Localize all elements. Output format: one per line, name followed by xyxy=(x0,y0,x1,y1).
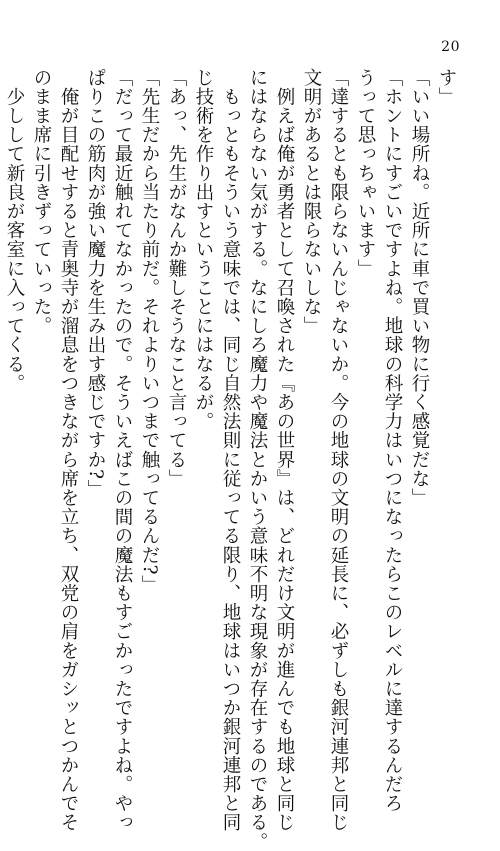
text-line: 例えば俺が勇者として召喚された『あの世界』は、どれだけ文明が進んでも地球と同じ xyxy=(274,68,295,832)
text-line: 「達するとも限らないんじゃないか。今の地球の文明の延長に、必ずしも銀河連邦と同じ xyxy=(328,68,349,832)
text-line: 俺が目配せすると青奥寺が溜息をつきながら席を立ち、双党の肩をガシッとつかんでそ xyxy=(58,68,79,832)
text-line: 文明があるとは限らないしな」 xyxy=(301,68,322,336)
text-line: もっともそういう意味では、同じ自然法則に従ってる限り、地球はいつか銀河連邦と同 xyxy=(220,68,241,832)
text-line: 「先生だから当たり前だ。それよりいつまで触ってるんだ?」 xyxy=(139,68,160,595)
text-line: 少しして新良が客室に入ってくる。 xyxy=(4,68,25,393)
text-line: ぱりこの筋肉が強い魔力を生み出す感じですか?」 xyxy=(85,68,106,499)
body-text xyxy=(1,68,460,851)
text-line: うって思っちゃいます」 xyxy=(355,68,376,279)
text-line: 「ホントにすごいですよね。地球の科学力はいつになったらこのレベルに達するんだろ xyxy=(382,68,403,813)
page-number: 20 xyxy=(441,39,460,55)
text-line: 「あっ、先生がなんか難しそうなこと言ってる」 xyxy=(166,68,187,489)
text-line: す」 xyxy=(436,68,457,107)
text-line: じ技術を作り出すということにはなるが。 xyxy=(193,68,214,431)
text-line: 「だって最近触れてなかったので。そういえばこの間の魔法もすごかったですよね。やっ xyxy=(112,68,133,832)
text-line: 「いい場所ね。近所に車で買い物に行く感覚だな」 xyxy=(409,68,430,508)
text-line: のまま席に引きずっていった。 xyxy=(31,68,52,336)
text-line: にはならない気がする。なにしろ魔力や魔法とかいう意味不明な現象が存在するのである。 xyxy=(247,68,268,851)
